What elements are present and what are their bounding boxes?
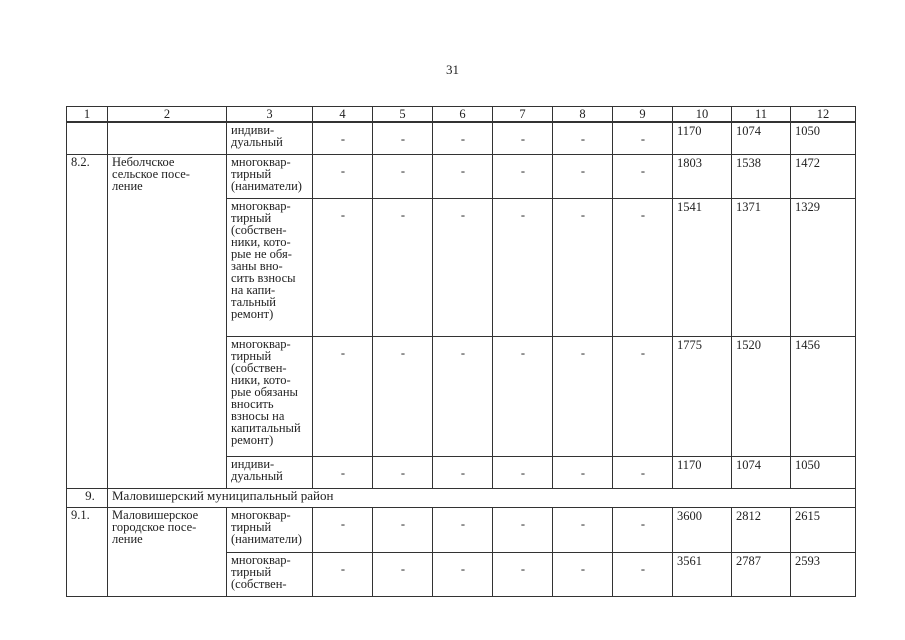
value-cell: 1538 [732, 154, 791, 198]
dash-cell: - [493, 154, 553, 198]
tariff-table [66, 106, 856, 597]
header-cell: 1 [67, 107, 108, 123]
dash-cell: - [433, 552, 493, 596]
housing-type-cell: многоквар- тирный (наниматели) [227, 154, 313, 198]
dash-cell: - [493, 552, 553, 596]
value-cell: 3600 [673, 507, 732, 552]
value-cell: 1472 [791, 154, 856, 198]
housing-type-cell: многоквар- тирный (собствен- [227, 552, 313, 596]
header-cell: 10 [673, 107, 732, 123]
header-cell: 2 [108, 107, 227, 123]
dash-cell: - [373, 336, 433, 456]
dash-cell: - [613, 507, 673, 552]
dash-cell: - [313, 552, 373, 596]
value-cell: 2812 [732, 507, 791, 552]
housing-type-cell: индиви- дуальный [227, 456, 313, 488]
dash-cell: - [373, 507, 433, 552]
value-cell: 1050 [791, 122, 856, 154]
header-cell: 12 [791, 107, 856, 123]
dash-cell: - [553, 336, 613, 456]
dash-cell: - [493, 336, 553, 456]
dash-cell: - [553, 198, 613, 336]
settlement-cell: Маловишерское городское посе- ление [108, 507, 227, 596]
row-number-cell [67, 122, 108, 154]
value-cell: 1074 [732, 122, 791, 154]
dash-cell: - [313, 198, 373, 336]
dash-cell: - [433, 336, 493, 456]
value-cell: 1775 [673, 336, 732, 456]
value-cell: 1456 [791, 336, 856, 456]
value-cell: 1541 [673, 198, 732, 336]
value-cell: 1170 [673, 122, 732, 154]
table-row [67, 507, 856, 552]
header-cell: 9 [613, 107, 673, 123]
dash-cell: - [553, 154, 613, 198]
dash-cell: - [313, 456, 373, 488]
dash-cell: - [433, 154, 493, 198]
dash-cell: - [313, 122, 373, 154]
dash-cell: - [433, 507, 493, 552]
header-cell: 3 [227, 107, 313, 123]
housing-type-cell: многоквар- тирный (собствен- ники, кото- рые обязаны вносить взносы на капитальный ремонт) [227, 336, 313, 456]
row-number-cell: 9.1. [67, 507, 108, 596]
dash-cell: - [373, 122, 433, 154]
dash-cell: - [433, 122, 493, 154]
table-row [67, 122, 856, 154]
row-number-cell: 9. [67, 488, 108, 507]
value-cell: 1520 [732, 336, 791, 456]
dash-cell: - [553, 507, 613, 552]
value-cell: 1371 [732, 198, 791, 336]
dash-cell: - [553, 122, 613, 154]
header-cell: 4 [313, 107, 373, 123]
dash-cell: - [373, 154, 433, 198]
settlement-cell [108, 122, 227, 154]
dash-cell: - [373, 198, 433, 336]
dash-cell: - [373, 456, 433, 488]
section-row [67, 488, 856, 507]
header-cell: 11 [732, 107, 791, 123]
dash-cell: - [373, 552, 433, 596]
dash-cell: - [613, 336, 673, 456]
header-cell: 8 [553, 107, 613, 123]
dash-cell: - [493, 122, 553, 154]
value-cell: 2615 [791, 507, 856, 552]
page-number: 31 [446, 62, 459, 77]
dash-cell: - [613, 198, 673, 336]
value-cell: 2787 [732, 552, 791, 596]
dash-cell: - [313, 507, 373, 552]
dash-cell: - [553, 552, 613, 596]
header-cell: 6 [433, 107, 493, 123]
value-cell: 2593 [791, 552, 856, 596]
header-cell: 7 [493, 107, 553, 123]
dash-cell: - [433, 198, 493, 336]
housing-type-cell: индиви- дуальный [227, 122, 313, 154]
housing-type-cell: многоквар- тирный (собствен- ники, кото- рые не обя- заны вно- сить взносы на капи- тальный ремонт) [227, 198, 313, 336]
header-row [67, 107, 856, 123]
value-cell: 1329 [791, 198, 856, 336]
dash-cell: - [613, 154, 673, 198]
housing-type-cell: многоквар- тирный (наниматели) [227, 507, 313, 552]
dash-cell: - [313, 336, 373, 456]
district-name: Маловишерский муниципальный район [108, 488, 856, 507]
dash-cell: - [433, 456, 493, 488]
settlement-cell: Неболчское сельское посе- ление [108, 154, 227, 488]
value-cell: 1050 [791, 456, 856, 488]
dash-cell: - [493, 507, 553, 552]
dash-cell: - [613, 456, 673, 488]
dash-cell: - [613, 122, 673, 154]
dash-cell: - [553, 456, 613, 488]
value-cell: 1074 [732, 456, 791, 488]
dash-cell: - [493, 456, 553, 488]
value-cell: 3561 [673, 552, 732, 596]
value-cell: 1170 [673, 456, 732, 488]
dash-cell: - [313, 154, 373, 198]
dash-cell: - [493, 198, 553, 336]
row-number-cell: 8.2. [67, 154, 108, 488]
table-row [67, 154, 856, 198]
dash-cell: - [613, 552, 673, 596]
header-cell: 5 [373, 107, 433, 123]
value-cell: 1803 [673, 154, 732, 198]
